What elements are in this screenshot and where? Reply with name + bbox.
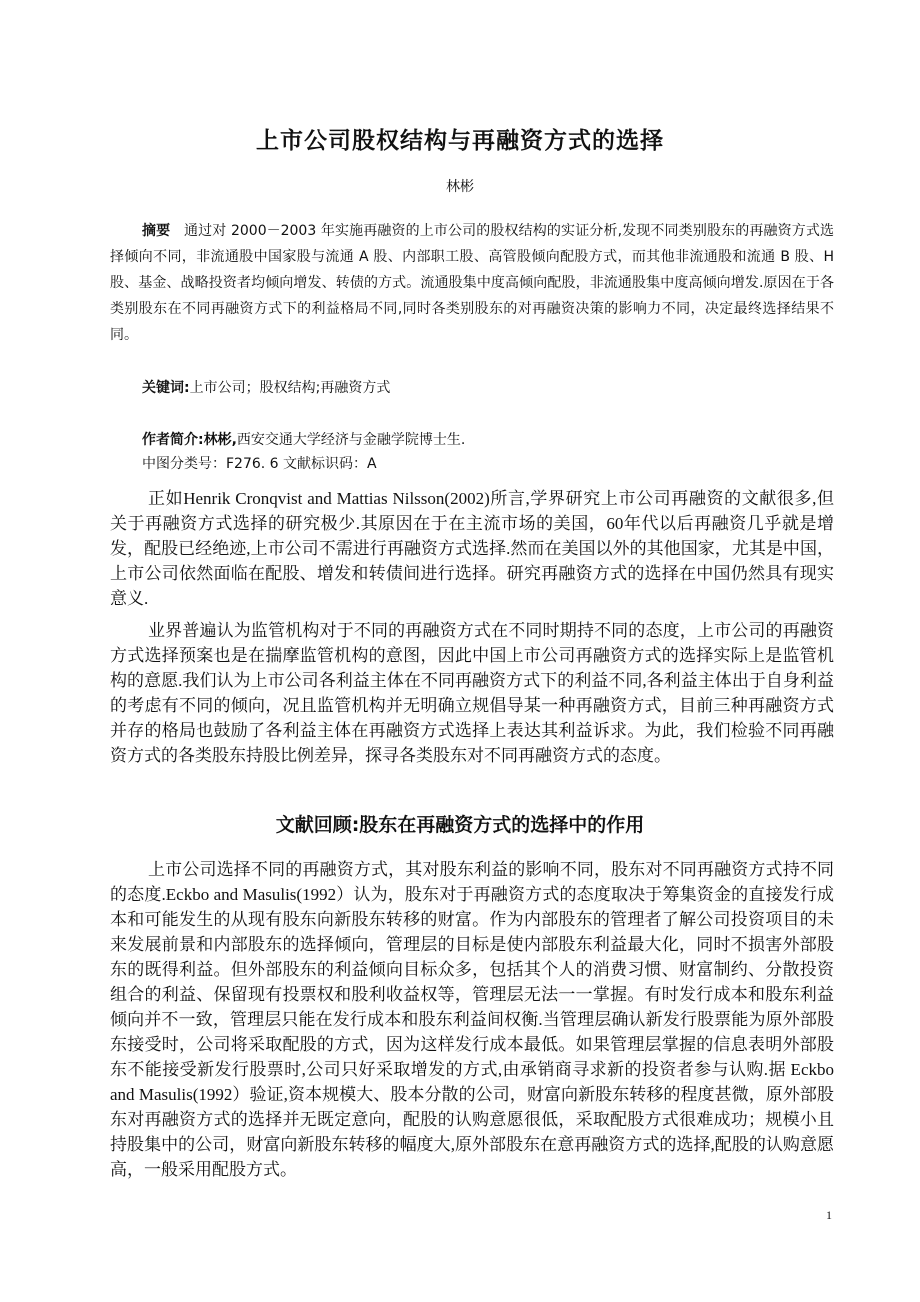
section-paragraph: 上市公司选择不同的再融资方式，其对股东利益的影响不同，股东对不同再融资方式持不同的态度.Eckbo and Masulis(1992）认为，股东对于再融资方式的态度取决于筹集资金的直接发行成本和可能发生的从现有股东向新股东转移的财富。作为内部股东的管理者了解公司投资项目的未来发展前景和内部股东的选择倾向，管理层的目标是使内部股东利益最大化，同时不损害外部股东的既得利益。但外部股东的利益倾向目标众多，包括其个人的消费习惯、财富制约、分散投资组合的利益、保留现有投票权和股利收益权等，管理层无法一一掌握。有时发行成本和股东利益倾向并不一致，管理层只能在发行成本和股东利益间权衡.当管理层确认新发行股票能为原外部股东接受时，公司将采取配股的方式，因为这样发行成本最低。如果管理层掌握的信息表明外部股东不能接受新发行股票时,公司只好采取增发的方式,由承销商寻求新的投资者参与认购.据 Eckbo and Masulis(1992）验证,资本规模大、股本分散的公司，财富向新股东转移的程度甚微，原外部股东对再融资方式的选择并无既定意向，配股的认购意愿很低，采取配股方式很难成功；规模小且持股集中的公司，财富向新股东转移的幅度大,原外部股东在意再融资方式的选择,配股的认购意愿高，一般采用配股方式。 <box>110 860 834 1179</box>
author-intro-text: 西安交通大学经济与金融学院博士生. <box>236 432 466 448</box>
author-name: 林彬 <box>446 179 474 195</box>
page-number: 1 <box>826 1208 832 1222</box>
abstract-label: 摘要 <box>142 223 171 239</box>
body-paragraph-2: 业界普遍认为监管机构对于不同的再融资方式在不同时期持不同的态度，上市公司的再融资方式选择预案也是在揣摩监管机构的意图，因此中国上市公司再融资方式的选择实际上是监管机构的意愿.我们认为上市公司各利益主体在不同再融资方式下的利益不同,各利益主体出于自身利益的考虑有不同的倾向，况且监管机构并无明确立规倡导某一种再融资方式，目前三种再融资方式并存的格局也鼓励了各利益主体在再融资方式选择上表达其利益诉求。为此，我们检验不同再融资方式的各类股东持股比例差异，探寻各类股东对不同再融资方式的态度。 <box>110 621 834 765</box>
keywords-line <box>142 377 842 399</box>
author-intro-line <box>142 429 842 451</box>
abstract-text: 通过对 2000－2003 年实施再融资的上市公司的股权结构的实证分析,发现不同类别股东的再融资方式选择倾向不同，非流通股中国家股与流通 A 股、内部职工股、高管股倾向配股方式，而其他非流通股和流通 B 股、H 股、基金、战略投资者均倾向增发、转债的方式。流通股集中度高倾向配股，非流通股集中度高倾向增发.原因在于各类别股东在不同再融资方式下的利益格局不同,同时各类别股东的对再融资决策的影响力不同，决定最终选择结果不同。 <box>110 223 834 343</box>
author-intro-label: 作者简介:林彬, <box>142 432 237 448</box>
body-paragraph-1: 正如Henrik Cronqvist and Mattias Nilsson(2002)所言,学界研究上市公司再融资的文献很多,但关于再融资方式选择的研究极少.其原因在于在主流市场的美国，60年代以后再融资几乎就是增发，配股已经绝迹,上市公司不需进行再融资方式选择.然而在美国以外的其他国家，尤其是中国，上市公司依然面临在配股、增发和转债间进行选择。研究再融资方式的选择在中国仍然具有现实意义. <box>110 489 834 608</box>
keywords-label: 关键词: <box>142 380 190 396</box>
keywords-text: 上市公司；股权结构;再融资方式 <box>189 380 391 396</box>
abstract <box>110 218 834 348</box>
classification-line: 中图分类号：F276. 6 文献标识码：A <box>142 456 377 472</box>
section-heading: 文献回顾:股东在再融资方式的选择中的作用 <box>275 814 645 836</box>
paper-title: 上市公司股权结构与再融资方式的选择 <box>256 128 664 154</box>
